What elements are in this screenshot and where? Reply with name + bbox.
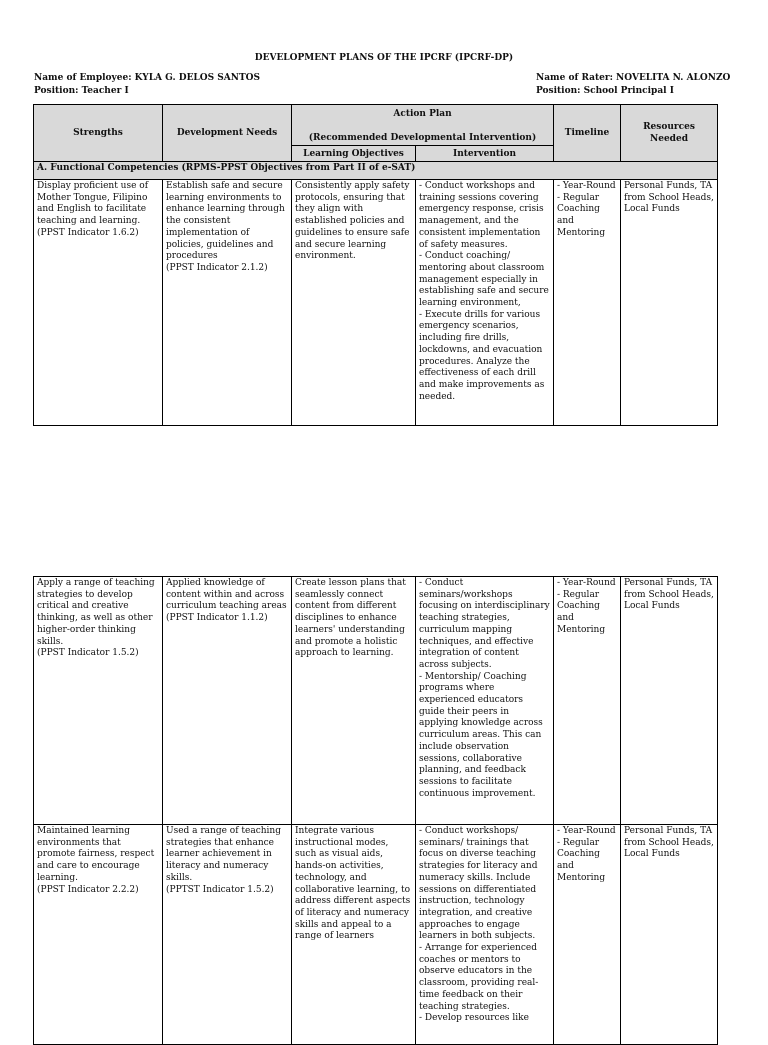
employee-position: Position: Teacher I [34, 86, 129, 96]
learning-objectives-cell: Create lesson plans that seamlessly connect content from different disciplines to enhance learners' understanding and promote a holistic approach to learning. [292, 577, 416, 825]
timeline-cell: - Year-Round - Regular Coaching and Mentoring [554, 577, 621, 825]
header-action-plan-title: Action Plan [393, 109, 452, 119]
header-intervention: Intervention [416, 146, 554, 162]
header-timeline: Timeline [554, 105, 621, 162]
strengths-cell: Maintained learning environments that promote fairness, respect and care to encourage learning. (PPST Indicator 2.2.2) [34, 825, 163, 1045]
development-plan-table [33, 104, 718, 426]
header-action-plan-subtitle: (Recommended Developmental Intervention) [308, 133, 537, 143]
timeline-cell: - Year-Round - Regular Coaching and Mentoring [554, 180, 621, 426]
intervention-cell: - Conduct seminars/workshops focusing on interdisciplinary teaching strategies, curriculum mapping techniques, and effective integration of content across subjects. - Mentorship/ Coaching programs where experienced educators guide their peers in applying knowledge across curriculum areas. This can include observation sessions, collaborative planning, and feedback sessions to facilitate continuous improvement. [416, 577, 554, 825]
section-a-heading: A. Functional Competencies (RPMS-PPST Objectives from Part II of e-SAT) [34, 162, 718, 180]
intervention-cell: - Conduct workshops and training sessions covering emergency response, crisis management, and the consistent implementation of safety measures. - Conduct coaching/ mentoring about classroom management especially in establishing safe and secure learning environment, - Execute drills for various emergency scenarios, including fire drills, lockdowns, and evacuation procedures. Analyze the effectiveness of each drill and make improvements as needed. [416, 180, 554, 426]
employee-name: Name of Employee: KYLA G. DELOS SANTOS [34, 73, 260, 83]
development-needs-cell: Applied knowledge of content within and across curriculum teaching areas (PPST Indicator 1.1.2) [163, 577, 292, 825]
rater-info [536, 72, 730, 98]
resources-cell: Personal Funds, TA from School Heads, Local Funds [621, 825, 718, 1045]
rater-position: Position: School Principal I [536, 86, 674, 96]
table-row [34, 180, 718, 426]
header-action-plan [292, 105, 554, 146]
table-row [34, 825, 718, 1045]
strengths-cell: Apply a range of teaching strategies to develop critical and creative thinking, as well as other higher-order thinking skills. (PPST Indicator 1.5.2) [34, 577, 163, 825]
learning-objectives-cell: Integrate various instructional modes, such as visual aids, hands-on activities, technology, and collaborative learning, to address different aspects of literacy and numeracy skills and appeal to a range of learners [292, 825, 416, 1045]
document-title: DEVELOPMENT PLANS OF THE IPCRF (IPCRF-DP) [254, 53, 514, 63]
development-plan-table-continued [33, 576, 718, 1045]
resources-cell: Personal Funds, TA from School Heads, Local Funds [621, 577, 718, 825]
development-needs-cell: Used a range of teaching strategies that enhance learner achievement in literacy and numeracy skills. (PPTST Indicator 1.5.2) [163, 825, 292, 1045]
rater-name: Name of Rater: NOVELITA N. ALONZO [536, 73, 731, 83]
header-strengths: Strengths [34, 105, 163, 162]
intervention-cell: - Conduct workshops/ seminars/ trainings that focus on diverse teaching strategies for literacy and numeracy skills. Include sessions on differentiated instruction, technology integration, and creative approaches to engage learners in both subjects. - Arrange for experienced coaches or mentors to observe educators in the classroom, providing real-time feedback on their teaching strategies. - Develop resources like [416, 825, 554, 1045]
development-needs-cell: Establish safe and secure learning environments to enhance learning through the consistent implementation of policies, guidelines and procedures (PPST Indicator 2.1.2) [163, 180, 292, 426]
learning-objectives-cell: Consistently apply safety protocols, ensuring that they align with established policies and guidelines to ensure safe and secure learning environment. [292, 180, 416, 426]
resources-cell: Personal Funds, TA from School Heads, Local Funds [621, 180, 718, 426]
header-resources: Resources Needed [621, 105, 718, 162]
timeline-cell: - Year-Round - Regular Coaching and Mentoring [554, 825, 621, 1045]
strengths-cell: Display proficient use of Mother Tongue, Filipino and English to facilitate teaching and learning. (PPST Indicator 1.6.2) [34, 180, 163, 426]
header-development-needs: Development Needs [163, 105, 292, 162]
header-learning-objectives: Learning Objectives [292, 146, 416, 162]
employee-info [34, 72, 260, 98]
table-row [34, 577, 718, 825]
